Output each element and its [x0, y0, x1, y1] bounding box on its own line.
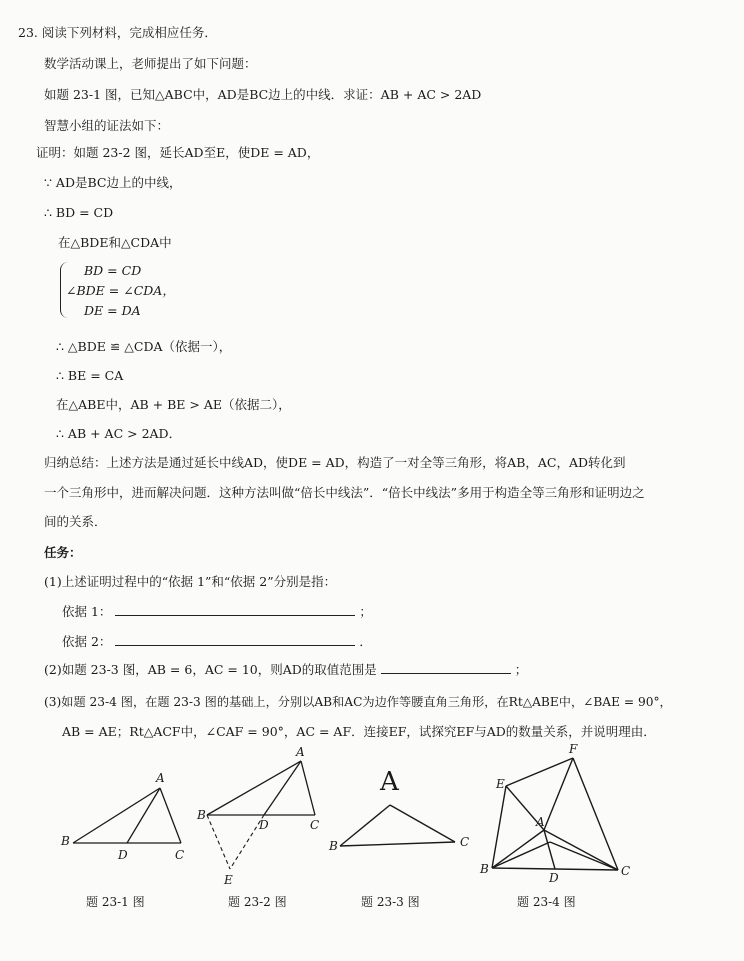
after-line-3: 在△ABE中，AB + BE > AE（依据二），	[56, 397, 291, 412]
problem-number: 23.	[18, 25, 38, 40]
fig1-label-b: B	[61, 834, 70, 848]
after-line-4: ∴ AB + AC > 2AD．	[56, 426, 182, 441]
caption-23-3: 题 23-3 图	[361, 895, 420, 909]
proof-line-3: ∴ BD = CD	[44, 205, 114, 220]
figure-23-4	[480, 740, 640, 885]
task-heading: 任务：	[44, 545, 82, 560]
after-line-2: ∴ BE = CA	[56, 368, 124, 383]
summary-line-2: 一个三角形中，进而解决问题．这种方法叫做“倍长中线法”．“倍长中线法”多用于构造全等三角形和证明边之	[44, 485, 645, 500]
task-2-row	[44, 661, 527, 679]
fig3-label-b: B	[329, 839, 338, 853]
summary-line-3: 间的关系．	[44, 514, 107, 529]
problem-title: 阅读下列材料，完成相应任务．	[41, 25, 217, 40]
basis-1-row	[62, 603, 372, 621]
fig4-label-d: D	[549, 871, 559, 885]
caption-23-2: 题 23-2 图	[228, 895, 287, 909]
fig1-label-a: A	[156, 771, 165, 785]
fig2-label-c: C	[310, 818, 320, 832]
caption-23-4: 题 23-4 图	[517, 895, 576, 909]
basis-1-label: 依据 1：	[62, 604, 112, 619]
fig4-label-f: F	[569, 742, 578, 756]
fig1-label-c: C	[175, 848, 185, 862]
fig3-label-c: C	[460, 835, 470, 849]
after-line-1: ∴ △BDE ≌ △CDA（依据一），	[56, 339, 232, 354]
fig4-label-b: B	[480, 862, 489, 876]
fig4-label-e: E	[496, 777, 505, 791]
fig4-label-a: A	[536, 815, 545, 829]
intro-text: 数学活动课上，老师提出了如下问题：	[44, 56, 257, 71]
fig1-label-d: D	[118, 848, 128, 862]
system-line-1: BD = CD	[84, 263, 142, 278]
task-2-text: (2)如题 23-3 图，AB = 6，AC = 10，则AD的取值范围是	[44, 662, 377, 677]
basis-2-row	[62, 633, 372, 651]
system-line-2: ∠BDE = ∠CDA，	[66, 283, 175, 298]
fig3-label-a: A	[380, 767, 399, 797]
proof-line-4: 在△BDE和△CDA中	[58, 235, 172, 250]
basis-1-end: ；	[359, 604, 372, 619]
proof-line-1: 证明：如题 23-2 图，延长AD至E，使DE = AD，	[36, 145, 320, 160]
fig2-label-e: E	[224, 873, 233, 887]
group-text: 智慧小组的证法如下：	[44, 118, 170, 133]
problem-header	[18, 24, 217, 42]
task-2-end: ；	[514, 662, 528, 677]
question-text: 如题 23-1 图，已知△ABC中，AD是BC边上的中线．求证：AB + AC > 2AD	[44, 87, 482, 102]
basis-1-blank[interactable]	[115, 603, 355, 616]
proof-line-2: ∵ AD是BC边上的中线，	[44, 175, 182, 190]
task-3-line-1: (3)如题 23-4 图，在题 23-3 图的基础上，分别以AB和AC为边作等腰直角三角形，在Rt△ABE中，∠BAE = 90°，	[44, 695, 672, 709]
basis-2-label: 依据 2：	[62, 634, 112, 649]
basis-2-blank[interactable]	[115, 633, 355, 646]
caption-23-1: 题 23-1 图	[86, 895, 145, 909]
system-line-3: DE = DA	[84, 303, 141, 318]
task-2-blank[interactable]	[381, 661, 511, 674]
basis-2-end: ．	[359, 634, 372, 649]
figure-23-2	[193, 745, 338, 887]
figure-23-1	[55, 765, 195, 870]
fig4-label-c: C	[621, 864, 631, 878]
summary-line-1: 归纳总结：上述方法是通过延长中线AD，使DE = AD，构造了一对全等三角形，将AB，AC，AD转化到	[44, 455, 626, 470]
task-1-text: (1)上述证明过程中的“依据 1”和“依据 2”分别是指：	[44, 574, 337, 589]
fig2-label-b: B	[197, 808, 206, 822]
figure-23-3	[325, 760, 475, 880]
fig2-label-a: A	[296, 745, 305, 759]
task-3-line-2: AB = AE；Rt△ACF中，∠CAF = 90°，AC = AF．连接EF，试探究EF与AD的数量关系，并说明理由．	[62, 724, 656, 739]
fig2-label-d: D	[259, 818, 269, 832]
